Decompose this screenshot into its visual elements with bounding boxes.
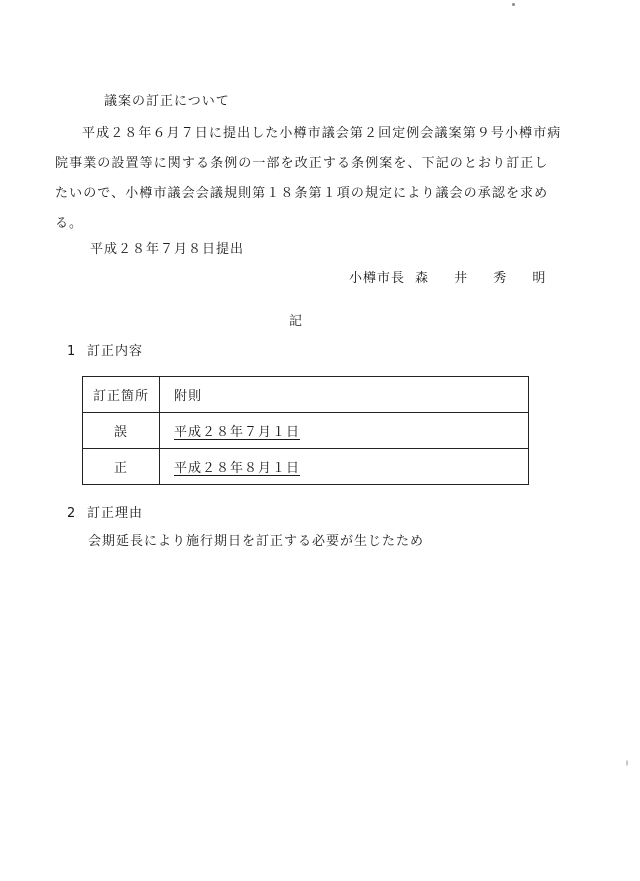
- incorrect-date: 平成２８年７月１日: [174, 425, 301, 440]
- section-heading: [67, 507, 143, 520]
- correct-date: 平成２８年８月１日: [174, 461, 301, 476]
- document-title: 議案の訂正について: [104, 94, 230, 109]
- table-cell-label: 誤: [83, 413, 160, 449]
- section-heading: [67, 345, 143, 358]
- signer-title: 小樽市長: [349, 271, 406, 286]
- table-cell-value: [160, 413, 529, 449]
- body-line: 平成２８年６月７日に提出した小樽市議会第２回定例会議案第９号小樽市病: [82, 126, 562, 141]
- section-title: 訂正理由: [87, 506, 144, 521]
- signer-name: 森 井 秀 明: [415, 271, 557, 286]
- table-cell-value: 附則: [160, 377, 529, 413]
- table-row: [83, 377, 529, 413]
- table-cell-label: 訂正箇所: [83, 377, 160, 413]
- submission-date: 平成２８年７月８日提出: [90, 242, 245, 257]
- section-number: 2: [67, 506, 77, 521]
- signer-block: [349, 272, 556, 285]
- correction-reason: 会期延長により施行期日を訂正する必要が生じたため: [88, 534, 425, 549]
- ki-heading: 記: [289, 314, 304, 329]
- section-title: 訂正内容: [87, 344, 144, 359]
- scan-speck: [626, 760, 628, 766]
- table-row: [83, 413, 529, 449]
- body-line: 院事業の設置等に関する条例の一部を改正する条例案を、下記のとおり訂正し: [55, 156, 549, 171]
- body-line: たいので、小樽市議会会議規則第１８条第１項の規定により議会の承認を求め: [55, 186, 549, 201]
- table-row: [83, 449, 529, 485]
- scan-speck: [512, 3, 515, 6]
- table-cell-value: [160, 449, 529, 485]
- body-line: る。: [55, 216, 84, 231]
- correction-table: [82, 376, 529, 485]
- table-cell-label: 正: [83, 449, 160, 485]
- section-number: 1: [67, 344, 77, 359]
